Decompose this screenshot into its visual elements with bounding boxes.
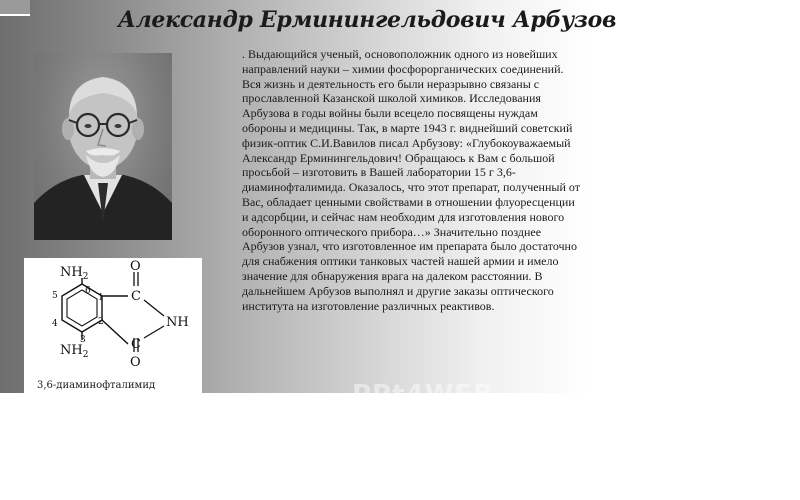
- biography-text: . Выдающийся ученый, основоположник одного из новейших направлений науки – химии фосфорорганических соединений. Вся жизнь и деятельность его были неразрывно связаны с прославленной Казанской школой химиков. Исследования Арбузова в годы войны были всецело посвящены нуждам обороны и медицины. Так, в марте 1943 г. виднейший советский физик-оптик С.И.Вавилов писал Арбузову: «Глубокоуважаемый Александр Ерминингельдович! Обращаюсь к Вам с большой просьбой – изготовить в Вашей лаборатории 15 г 3,6-диаминофталимида. Оказалось, что этот препарат, полученный от Вас, обладает ценными свойствами в отношении флуоресценции и адсорбции, и сейчас нам необходим для изготовления нового оборонного оптического прибора…» Значительно позднее Арбузов узнал, что изготовленное им препарата было достаточно для снабжения оптики танковых частей нашей армии и имело значение для обнаружения врага на далеком расстоянии. В дальнейшем Арбузов выполнял и другие заказы оптического института на изготовление различных реактивов.: [242, 47, 580, 313]
- portrait-photo: [34, 53, 172, 240]
- formula-nh2-top: $NH_2$: [60, 265, 89, 282]
- ring-position-3: 3: [80, 335, 86, 345]
- chemical-formula-diagram: [24, 258, 202, 393]
- formula-oxygen-bottom: O: [130, 355, 141, 370]
- title-accent-bar: [0, 0, 30, 16]
- ring-position-2: 2: [98, 317, 104, 327]
- formula-oxygen-top: O: [130, 259, 141, 274]
- ring-position-5: 5: [52, 291, 58, 301]
- formula-nh2-bottom: $NH_2$: [60, 343, 89, 360]
- ring-position-4: 4: [52, 319, 58, 329]
- ring-position-6: 6: [85, 286, 91, 296]
- formula-caption: 3,6-диаминофталимид: [37, 380, 156, 391]
- watermark: PPt4WEB: [352, 380, 494, 410]
- formula-carbon-top: C: [131, 289, 141, 304]
- ring-position-1: 1: [98, 293, 104, 303]
- slide-title: Александр Ерминингельдович Арбузов: [118, 7, 617, 33]
- formula-nh-group: NH: [166, 315, 189, 330]
- formula-carbon-bottom: C: [131, 337, 141, 352]
